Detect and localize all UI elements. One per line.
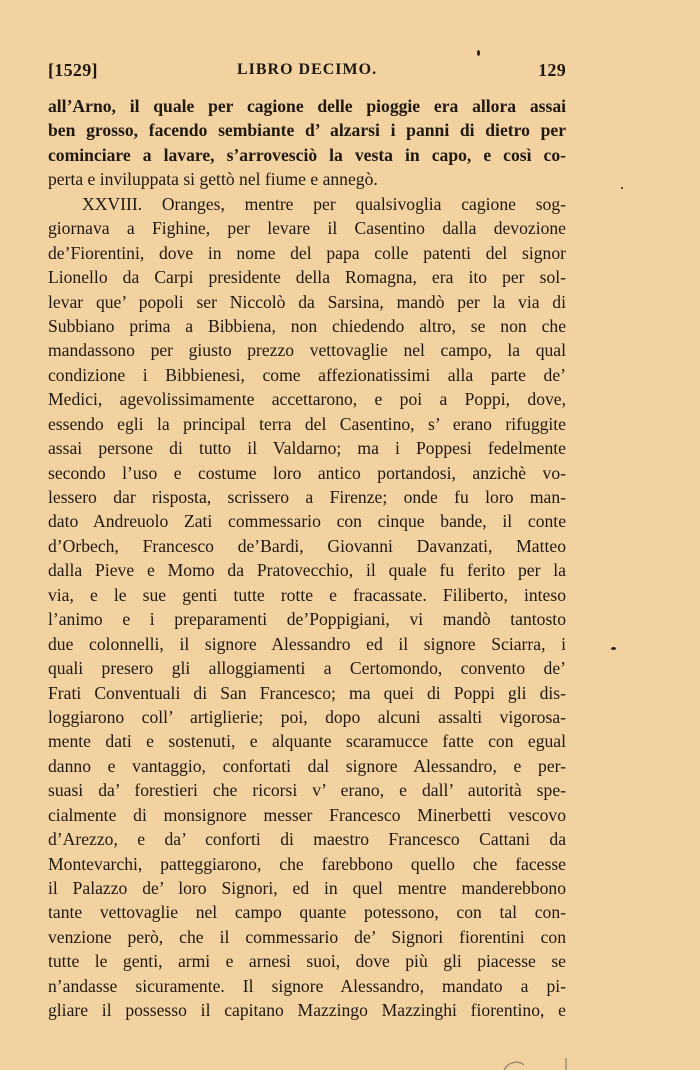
body-text xyxy=(48,94,566,1023)
text-line: gliare il possesso il capitano Mazzingo Mazzinghi fiorentino, e xyxy=(48,1000,566,1021)
text-line: cialmente di monsignore messer Francesco Minerbetti vescovo xyxy=(48,804,566,825)
text-line: Frati Conventuali di San Francesco; ma quei di Poppi gli dis- xyxy=(48,682,566,703)
ink-speck xyxy=(477,50,480,56)
text-line: de’Fiorentini, dove in nome del papa colle patenti del signor xyxy=(48,242,566,263)
running-head xyxy=(48,60,566,86)
text-line: l’animo e i preparamenti de’Poppigiani, vi mandò tantosto xyxy=(48,609,566,630)
text-line: Montevarchi, patteggiarono, che farebbono quello che facesse xyxy=(48,853,566,874)
text-line: ben grosso, facendo sembiante d’ alzarsi i panni di dietro per xyxy=(48,120,566,141)
cropped-watermark-graphic xyxy=(498,1056,578,1070)
text-line: cominciare a lavare, s’arrovesciò la vesta in capo, e così co- xyxy=(48,144,566,165)
text-line: il Palazzo de’ loro Signori, ed in quel mentre manderebbono xyxy=(48,878,566,898)
text-line: levar que’ popoli ser Niccolò da Sarsina, mandò per la via di xyxy=(48,291,566,312)
paragraph-start-line: XXVIII. Oranges, mentre per qualsivoglia cagione sog- xyxy=(82,193,566,214)
ink-speck xyxy=(611,647,616,650)
text-line: quali presero gli alloggiamenti a Certomondo, convento de’ xyxy=(48,658,566,679)
text-line: assai persone di tutto il Valdarno; ma i Poppesi fedelmente xyxy=(48,438,566,459)
text-line: suasi da’ forestieri che ricorsi v’ erano, e dall’ autorità spe- xyxy=(48,780,566,801)
header-year: [1529] xyxy=(48,60,98,80)
text-line: essendo egli la principal terra del Casentino, s’ erano rifuggite xyxy=(48,413,566,434)
text-line: mente dati e sostenuti, e alquante scaramucce fatte con egual xyxy=(48,731,566,752)
text-line: Lionello da Carpi presidente della Romagna, era ito per sol- xyxy=(48,267,566,288)
text-line: Subbiano prima a Bibbiena, non chiedendo altro, se non che xyxy=(48,315,566,336)
text-line: condizione i Bibbienesi, come affezionatissimi alla parte de’ xyxy=(48,364,566,385)
text-line: venzione però, che il commessario de’ Signori fiorentini con xyxy=(48,926,566,947)
text-line: d’Arezzo, e da’ conforti di maestro Francesco Cattani da xyxy=(48,829,566,850)
text-line: dalla Pieve e Momo da Pratovecchio, il quale fu ferito per la xyxy=(48,560,566,581)
text-line: danno e vantaggio, confortati dal signore Alessandro, e per- xyxy=(48,755,566,776)
page-number: 129 xyxy=(538,60,566,80)
text-line: secondo l’uso e costume loro antico portandosi, anzichè vo- xyxy=(48,462,566,483)
text-line: mandassono per giusto prezzo vettovaglie nel campo, la qual xyxy=(48,340,566,361)
text-line: dato Andreuolo Zati commessario con cinque bande, il conte xyxy=(48,511,566,532)
text-line: Medici, agevolissimamente accettarono, e poi a Poppi, dove, xyxy=(48,389,566,410)
header-book-title: LIBRO DECIMO. xyxy=(236,61,378,78)
text-line: giornava a Fighine, per levare il Casentino dalla devozione xyxy=(48,218,566,239)
ink-speck xyxy=(621,187,623,189)
text-line: n’andasse sicuramente. Il signore Alessandro, mandato a pi- xyxy=(48,975,566,996)
text-line: tutte le genti, armi e arnesi suoi, dove più gli piacesse se xyxy=(48,951,566,972)
text-line: via, e le sue genti tutte rotte e fracassate. Filiberto, inteso xyxy=(48,584,566,605)
text-line: d’Orbech, Francesco de’Bardi, Giovanni Davanzati, Matteo xyxy=(48,535,566,556)
text-line: tante vettovaglie nel campo quante potessono, con tal con- xyxy=(48,902,566,923)
text-line: perta e inviluppata si gettò nel fiume e annegò. xyxy=(48,169,378,190)
text-line: lessero dar risposta, scrissero a Firenze; onde fu loro man- xyxy=(48,487,566,507)
text-line: all’Arno, il quale per cagione delle pioggie era allora assai xyxy=(48,96,566,116)
text-line: loggiarono coll’ artiglierie; poi, dopo alcuni assalti vigorosa- xyxy=(48,706,566,727)
text-line: due colonnelli, il signore Alessandro ed il signore Sciarra, i xyxy=(48,633,566,654)
